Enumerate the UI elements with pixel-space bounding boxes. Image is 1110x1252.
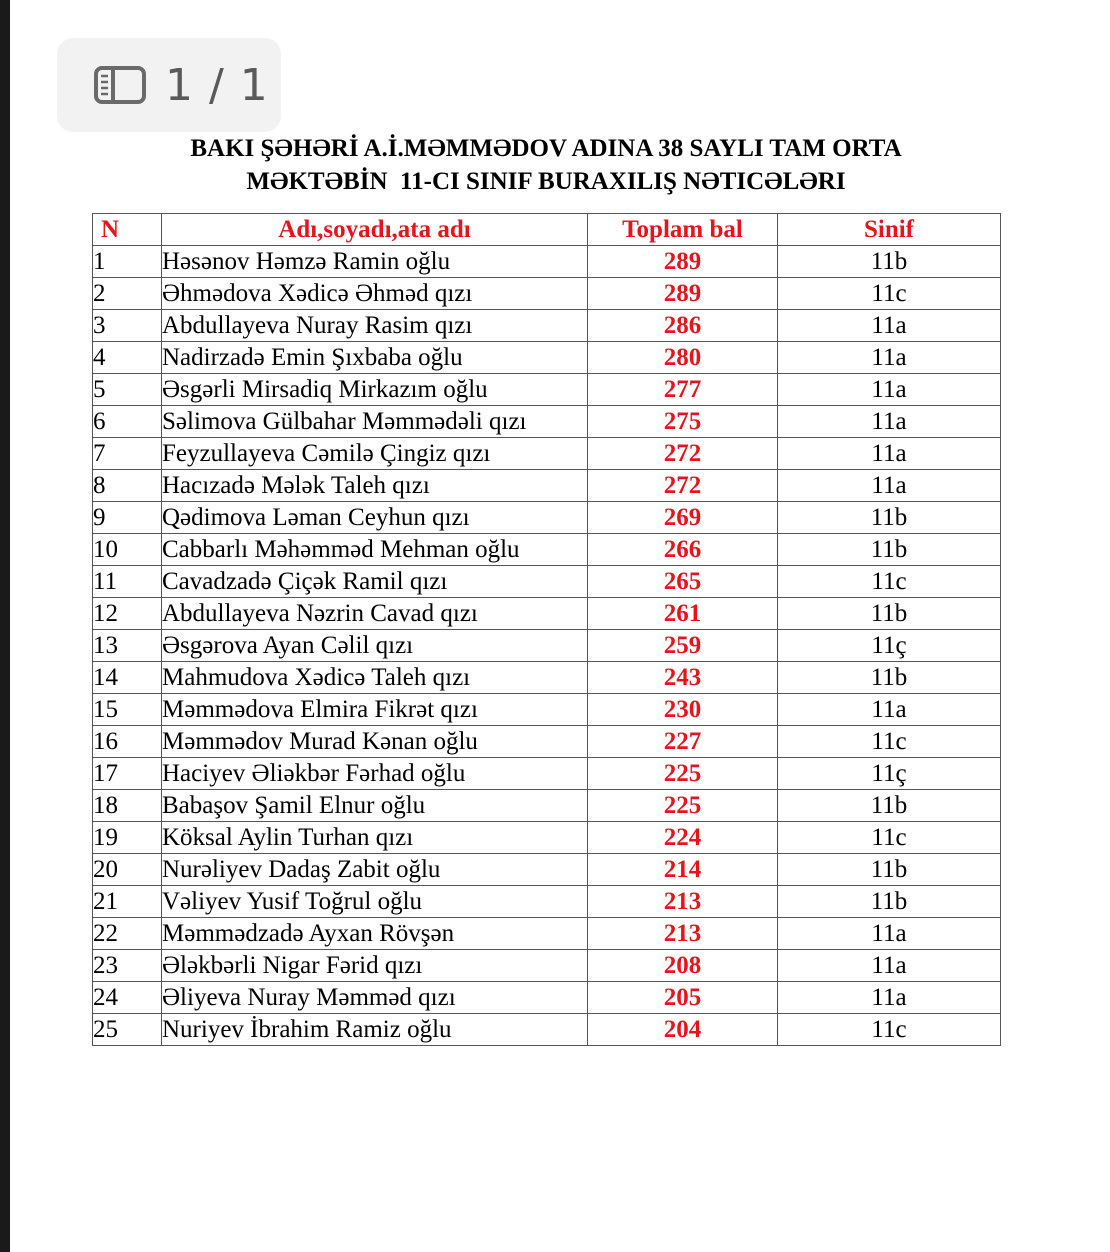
row-number: 13 [93,630,162,662]
table-row [93,374,1001,406]
total-score: 269 [588,502,778,534]
class-name: 11b [778,246,1001,278]
table-row [93,694,1001,726]
table-row [93,758,1001,790]
table-row [93,982,1001,1014]
table-row [93,598,1001,630]
student-name: Abdullayeva Nuray Rasim qızı [162,310,588,342]
total-score: 266 [588,534,778,566]
header-number: N [93,214,162,246]
header-total-score: Toplam bal [588,214,778,246]
student-name: Əliyeva Nuray Məmməd qızı [162,982,588,1014]
class-name: 11a [778,438,1001,470]
total-score: 224 [588,822,778,854]
student-name: Nurəliyev Dadaş Zabit oğlu [162,854,588,886]
class-name: 11c [778,822,1001,854]
total-score: 214 [588,854,778,886]
table-row [93,1014,1001,1046]
class-name: 11a [778,950,1001,982]
student-name: Qədimova Ləman Ceyhun qızı [162,502,588,534]
class-name: 11b [778,886,1001,918]
row-number: 7 [93,438,162,470]
student-name: Məmmədova Elmira Fikrət qızı [162,694,588,726]
student-name: Nuriyev İbrahim Ramiz oğlu [162,1014,588,1046]
student-name: Ələkbərli Nigar Fərid qızı [162,950,588,982]
table-row [93,630,1001,662]
table-row [93,438,1001,470]
row-number: 16 [93,726,162,758]
total-score: 225 [588,758,778,790]
table-row [93,566,1001,598]
student-name: Mahmudova Xədicə Taleh qızı [162,662,588,694]
class-name: 11ç [778,630,1001,662]
table-row [93,918,1001,950]
page-counter: 1 / 1 [165,59,269,111]
row-number: 18 [93,790,162,822]
class-name: 11a [778,374,1001,406]
title-line-1: BAKI ŞƏHƏRİ A.İ.MƏMMƏDOV ADINA 38 SAYLI TAM ORTA [190,135,902,162]
table-row [93,534,1001,566]
row-number: 15 [93,694,162,726]
total-score: 204 [588,1014,778,1046]
sidebar-panel-icon[interactable] [93,65,147,105]
student-name: Əsgərli Mirsadiq Mirkazım oğlu [162,374,588,406]
class-name: 11c [778,1014,1001,1046]
student-name: Səlimova Gülbahar Məmmədəli qızı [162,406,588,438]
class-name: 11b [778,534,1001,566]
total-score: 289 [588,278,778,310]
row-number: 22 [93,918,162,950]
class-name: 11b [778,662,1001,694]
row-number: 1 [93,246,162,278]
student-name: Məmmədov Murad Kənan oğlu [162,726,588,758]
total-score: 272 [588,470,778,502]
total-score: 213 [588,918,778,950]
class-name: 11a [778,342,1001,374]
total-score: 272 [588,438,778,470]
class-name: 11b [778,598,1001,630]
row-number: 20 [93,854,162,886]
row-number: 14 [93,662,162,694]
student-name: Cabbarlı Məhəmməd Mehman oğlu [162,534,588,566]
row-number: 6 [93,406,162,438]
row-number: 19 [93,822,162,854]
page-indicator[interactable] [57,38,281,132]
student-name: Nadirzadə Emin Şıxbaba oğlu [162,342,588,374]
table-row [93,662,1001,694]
student-name: Cavadzadə Çiçək Ramil qızı [162,566,588,598]
row-number: 21 [93,886,162,918]
student-name: Köksal Aylin Turhan qızı [162,822,588,854]
row-number: 5 [93,374,162,406]
row-number: 25 [93,1014,162,1046]
results-table [92,213,1001,1046]
total-score: 225 [588,790,778,822]
row-number: 9 [93,502,162,534]
row-number: 24 [93,982,162,1014]
table-row [93,342,1001,374]
table-row [93,822,1001,854]
class-name: 11a [778,694,1001,726]
class-name: 11a [778,406,1001,438]
row-number: 4 [93,342,162,374]
class-name: 11b [778,790,1001,822]
row-number: 8 [93,470,162,502]
total-score: 259 [588,630,778,662]
total-score: 277 [588,374,778,406]
total-score: 265 [588,566,778,598]
document-title [92,132,1000,198]
total-score: 213 [588,886,778,918]
table-row [93,854,1001,886]
row-number: 3 [93,310,162,342]
class-name: 11c [778,726,1001,758]
table-row [93,278,1001,310]
student-name: Əsgərova Ayan Cəlil qızı [162,630,588,662]
total-score: 205 [588,982,778,1014]
table-row [93,246,1001,278]
title-line-2: MƏKTƏBİN 11-CI SINIF BURAXILIŞ NƏTICƏLƏRI [246,168,846,195]
table-row [93,950,1001,982]
total-score: 208 [588,950,778,982]
row-number: 10 [93,534,162,566]
table-row [93,726,1001,758]
student-name: Həsənov Həmzə Ramin oğlu [162,246,588,278]
header-class: Sinif [778,214,1001,246]
row-number: 17 [93,758,162,790]
student-name: Məmmədzadə Ayxan Rövşən [162,918,588,950]
student-name: Vəliyev Yusif Toğrul oğlu [162,886,588,918]
class-name: 11c [778,278,1001,310]
row-number: 11 [93,566,162,598]
student-name: Əhmədova Xədicə Əhməd qızı [162,278,588,310]
table-body [93,246,1001,1046]
table-header-row [93,214,1001,246]
student-name: Abdullayeva Nəzrin Cavad qızı [162,598,588,630]
table-row [93,502,1001,534]
class-name: 11c [778,566,1001,598]
total-score: 280 [588,342,778,374]
table-row [93,470,1001,502]
total-score: 227 [588,726,778,758]
class-name: 11a [778,310,1001,342]
row-number: 2 [93,278,162,310]
total-score: 275 [588,406,778,438]
row-number: 12 [93,598,162,630]
document-page [10,0,1110,1252]
class-name: 11b [778,502,1001,534]
table-row [93,406,1001,438]
total-score: 243 [588,662,778,694]
row-number: 23 [93,950,162,982]
student-name: Babaşov Şamil Elnur oğlu [162,790,588,822]
header-name: Adı,soyadı,ata adı [162,214,588,246]
student-name: Hacızadə Mələk Taleh qızı [162,470,588,502]
total-score: 261 [588,598,778,630]
total-score: 289 [588,246,778,278]
table-row [93,310,1001,342]
total-score: 286 [588,310,778,342]
class-name: 11a [778,918,1001,950]
class-name: 11ç [778,758,1001,790]
student-name: Feyzullayeva Cəmilə Çingiz qızı [162,438,588,470]
class-name: 11a [778,470,1001,502]
class-name: 11b [778,854,1001,886]
class-name: 11a [778,982,1001,1014]
total-score: 230 [588,694,778,726]
student-name: Haciyev Əliəkbər Fərhad oğlu [162,758,588,790]
table-row [93,790,1001,822]
table-row [93,886,1001,918]
